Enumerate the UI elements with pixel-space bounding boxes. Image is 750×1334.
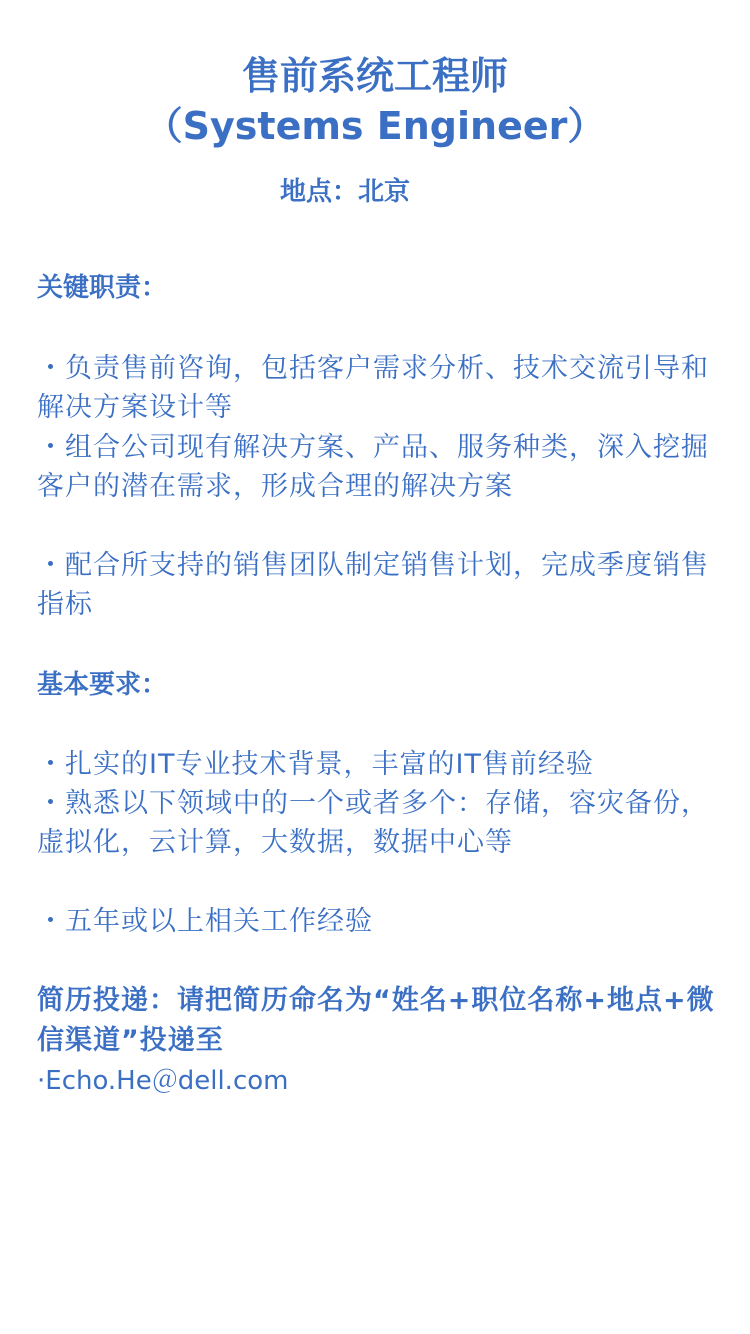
responsibilities-heading: 关键职责： — [37, 273, 168, 303]
requirement-item-2: ・熟悉以下领域中的一个或者多个：存储，容灾备份，虚拟化，云计算，大数据，数据中心等 — [37, 788, 709, 858]
responsibility-item-1: ・负责售前咨询，包括客户需求分析、技术交流引导和解决方案设计等 — [37, 353, 709, 423]
job-title: 售前系统工程师 — [241, 54, 508, 98]
job-title-english: （Systems Engineer） — [144, 104, 606, 148]
responsibility-item-2: ・组合公司现有解决方案、产品、服务种类，深入挖掘客户的潜在需求，形成合理的解决方案 — [37, 432, 709, 502]
job-location: 地点：北京 — [280, 177, 411, 207]
contact-email[interactable]: ·Echo.He＠dell.com — [37, 1066, 289, 1096]
requirement-item-1: ・扎实的IT专业技术背景，丰富的IT售前经验 — [37, 749, 594, 780]
requirements-heading: 基本要求： — [37, 670, 168, 700]
requirement-item-3: ・五年或以上相关工作经验 — [37, 906, 373, 937]
responsibility-item-3: ・配合所支持的销售团队制定销售计划，完成季度销售指标 — [37, 550, 709, 620]
resume-delivery-instructions: 简历投递：请把简历命名为“姓名+职位名称+地点+微信渠道”投递至 — [37, 985, 715, 1056]
